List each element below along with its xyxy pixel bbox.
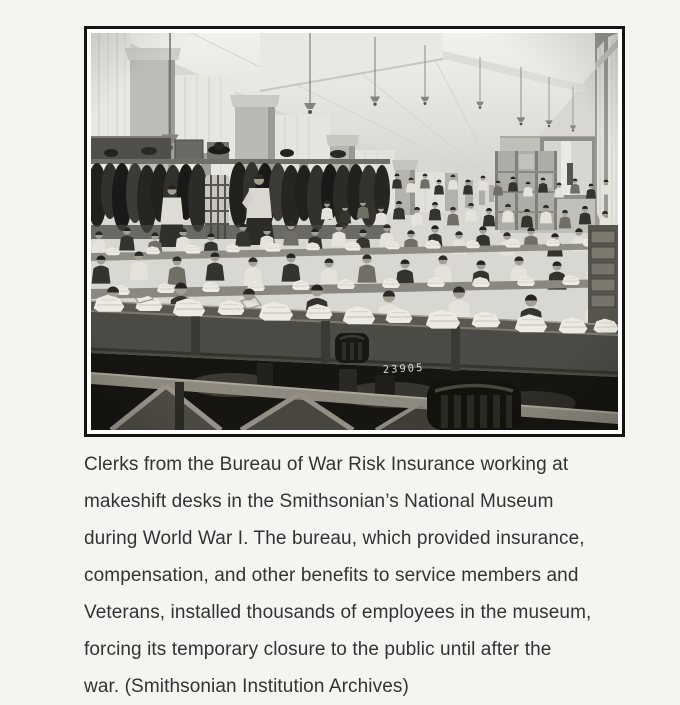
photo-caption — [84, 446, 614, 705]
caption-line: compensation, and other benefits to service members and — [84, 565, 579, 586]
caption-line: Veterans, installed thousands of employees in the museum, — [84, 602, 592, 623]
caption-line: Clerks from the Bureau of War Risk Insurance working at — [84, 454, 569, 475]
historic-photo-figure — [84, 26, 625, 437]
caption-line: forcing its temporary closure to the public until after the — [84, 639, 552, 660]
caption-line: war. (Smithsonian Institution Archives) — [84, 676, 409, 697]
historic-photo-illustration — [91, 33, 618, 430]
caption-line: makeshift desks in the Smithsonian’s National Museum — [84, 491, 554, 512]
caption-line: during World War I. The bureau, which provided insurance, — [84, 528, 585, 549]
photo-vignette — [91, 33, 618, 430]
